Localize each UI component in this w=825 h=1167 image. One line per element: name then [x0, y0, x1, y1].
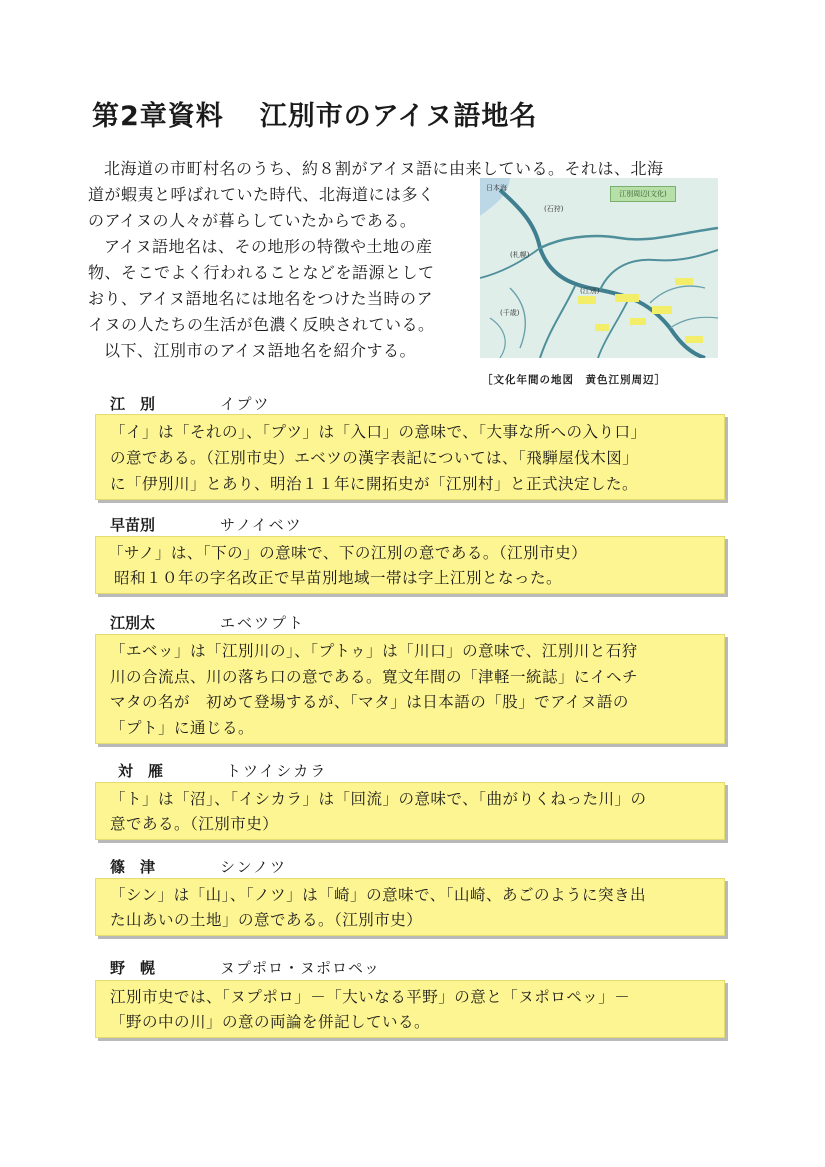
description-line: に「伊別川」とあり、明治１１年に開拓史が「江別村」と正式決定した。 [110, 475, 639, 493]
place-reading: イプツ [220, 395, 271, 413]
description-line: 「プト」に通じる。 [110, 718, 255, 737]
place-name: 江 別 [110, 395, 156, 413]
intro-line: 道が蝦夷と呼ばれていた時代、北海道には多く [88, 185, 435, 204]
description-line: 意である。（江別市史） [110, 815, 279, 833]
place-name: 対 雁 [118, 762, 164, 780]
place-heading [110, 856, 288, 877]
place-description-box [95, 980, 725, 1038]
page-title [92, 94, 537, 133]
place-reading: シンノツ [220, 858, 288, 876]
place-reading: ヌプポロ・ヌポロペッ [220, 959, 381, 977]
description-line: 川の合流点、川の落ち口の意である。寛文年間の「津軽一統誌」にイヘチ [110, 667, 639, 686]
place-reading: エベツプト [220, 614, 306, 632]
map-legend: 江別周辺(文化) [610, 186, 676, 202]
intro-line: 以下、江別市のアイヌ語地名を紹介する。 [104, 341, 417, 360]
place-heading [110, 612, 306, 633]
place-name: 江別太 [110, 614, 156, 632]
intro-line: おり、アイヌ語地名には地名をつけた当時のア [88, 289, 434, 308]
place-heading [110, 957, 381, 978]
place-name: 篠 津 [110, 858, 156, 876]
description-line: マタの名が 初めて登場するが、「マタ」は日本語の「股」でアイヌ語の [110, 693, 629, 711]
place-heading [110, 393, 271, 414]
map-label: (札幌) [510, 251, 530, 259]
intro-line: 物、そこでよく行われることなどを語源として [88, 263, 435, 282]
map-label: 日本海 [486, 184, 507, 192]
chapter-label: 第2章資料 [92, 101, 224, 132]
river-map-image [480, 178, 718, 358]
place-description-box [95, 414, 725, 500]
map-label: (石狩) [544, 205, 564, 213]
title-text: 江別市のアイヌ語地名 [259, 101, 538, 132]
intro-line: アイヌ語地名は、その地形の特徴や土地の産 [104, 237, 433, 256]
place-reading: サノイベツ [220, 516, 303, 534]
description-line: 江別市史では、「ヌプポロ」－「大いなる平野」の意と「ヌポロペッ」－ [110, 988, 631, 1006]
place-heading [110, 514, 303, 535]
intro-line: 北海道の市町村名のうち、約８割がアイヌ語に由来している。それは、北海 [104, 159, 664, 178]
historical-map [480, 178, 718, 358]
description-line: 「エベッ」は「江別川の」、「プトゥ」は「川口」の意味で、江別川と石狩 [110, 642, 638, 660]
map-label: (千歳) [500, 309, 520, 317]
description-line: 「ト」は「沼」、「イシカラ」は「回流」の意味で、「曲がりくねった川」の [110, 790, 647, 808]
description-line: 昭和１０年の字名改正で早苗別地域一帯は字上江別となった。 [114, 569, 563, 587]
description-line: 「イ」は「それの」、「プツ」は「入口」の意味で、「大事な所への入り口」 [110, 423, 647, 441]
place-name: 早苗別 [110, 516, 156, 534]
description-line: の意である。（江別市史）エベツの漢字表記については、「飛騨屋伐木図」 [110, 449, 639, 467]
place-name: 野 幌 [110, 959, 156, 977]
place-description-box [95, 782, 725, 840]
description-line: た山あいの土地」の意である。（江別市史） [110, 911, 423, 929]
intro-line: のアイヌの人々が暮らしていたからである。 [88, 211, 417, 230]
place-description-box [95, 878, 725, 936]
place-description-box [95, 536, 725, 594]
map-label: (江別) [580, 287, 600, 295]
place-heading [118, 760, 328, 781]
description-line: 「シン」は「山」、「ノツ」は「崎」の意味で、「山崎、あごのように突き出 [110, 886, 647, 904]
place-reading: トツイシカラ [226, 762, 328, 780]
place-description-box [95, 634, 725, 744]
intro-line: イヌの人たちの生活が色濃く反映されている。 [88, 315, 435, 334]
map-caption: ［文化年間の地図 黄色江別周辺］ [482, 374, 666, 386]
description-line: 「サノ」は、「下の」の意味で、下の江別の意である。（江別市史） [108, 544, 588, 562]
description-line: 「野の中の川」の意の両論を併記している。 [110, 1013, 431, 1031]
